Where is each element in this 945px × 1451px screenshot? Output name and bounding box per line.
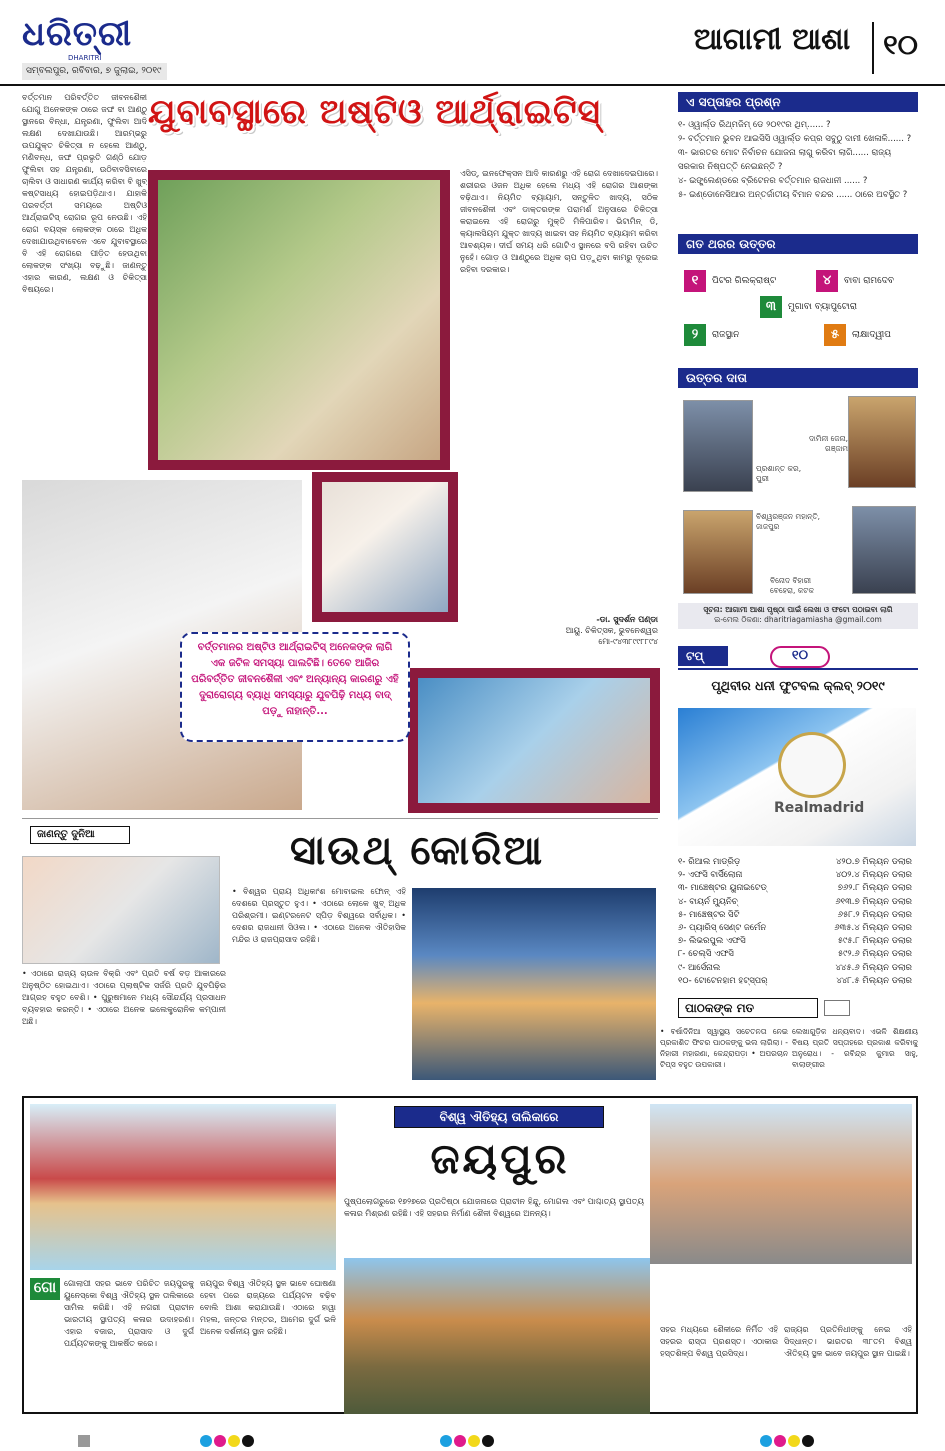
top10-badge: ୧୦ (770, 646, 830, 668)
club-value: ୬୫୮.୨ ମିଲ୍ୟନ ଡଲାର (837, 909, 912, 920)
club-name: ୨- ଏଫସି ବାର୍ସିଲୋନା (678, 870, 743, 881)
answer-text: ପିଟର ଗିଲକ୍ରାଷ୍ଟ (712, 276, 777, 286)
club-value: ୪୪୫.୬ ମିଲ୍ୟନ ଡଲାର (835, 962, 912, 973)
article-photo-man-frame (312, 472, 458, 622)
club-name: ୫- ମାଞ୍ଚେଷ୍ଟର ସିଟି (678, 909, 740, 920)
club-name: ୧୦- ଟୋଟେନହାମ ହଟ୍‌ସ୍ପର୍ (678, 975, 768, 986)
answer-givers-header: ଉତ୍ତର ଦାତା (678, 368, 918, 388)
korea-left-text: • ଏଠାରେ ରାଜ୍ୟ ଚାଉଳ ବିକ୍ରି ଏବଂ ପ୍ରତି ବର୍ଷ ବଡ଼ ଆକାରରେ ଅନୁଷ୍ଠିତ ହୋଇଥାଏ। ଏଠାରେ ପ୍ଲାଷ୍ଟିକ ସର୍ଜରି ପ୍ରତି ଯୁବପିଢ଼ିର ଆଗ୍ରହ ବହୁତ ବେଶି। • ପୁରୁଷମାନେ ମଧ୍ୟ ସୌନ୍ଦର୍ଯ୍ୟ ପ୍ରସାଧନ ବ୍ୟବହାର କରନ୍ତି। • ଏଠାରେ ଅନେକ ଇଲେକ୍ଟ୍ରୋନିକ କମ୍ପାନୀ ଅଛି। (22, 969, 226, 1026)
jaipur-col3: ସହର ମଧ୍ୟରେ ଶୈଳୀରେ ନିର୍ମିତ ଏହି ସହରର ରାସ୍ତା ପ୍ରଶସ୍ତ। ଏଠାକାର ହସ୍ତଶିଳ୍ପ ବିଶ୍ୱ ପ୍ରସିଦ୍ଧ। (660, 1325, 778, 1358)
jaipur-fort-photo (344, 1258, 650, 1414)
section-title: ଆଗାମୀ ଆଶା (693, 22, 851, 57)
jaipur-col1: ଗୋଲାପୀ ସହର ଭାବେ ପରିଚିତ ଜୟପୁରକୁ ୟୁନେସ୍କୋ ବିଶ୍ୱ ଐତିହ୍ୟ ସ୍ଥଳ ତାଲିକାରେ ସାମିଲ କରିଛି। ଏହି ନଗରୀ ପ୍ରାଚୀନ ଭାରତୀୟ ସ୍ଥାପତ୍ୟ କଳାର ଉଦାହରଣ। ଏହାର ବଜାର, ପ୍ରାସାଦ ଓ ଦୁର୍ଗ ପର୍ଯ୍ୟଟକଙ୍କୁ ଆକର୍ଷିତ କରେ। (64, 1279, 194, 1348)
answer-item (824, 324, 891, 346)
top10-row (678, 896, 918, 909)
top10-list (678, 856, 918, 990)
answer-giver-place: ପୁରୀ (756, 474, 769, 483)
club-value: ୪୦୨.୪ ମିଲ୍ୟନ ଡଲାର (835, 870, 912, 881)
page-number: ୧୦ (872, 22, 927, 74)
top10-row (678, 909, 918, 922)
answer-text: ରାଜସ୍ଥାନ (712, 330, 740, 340)
answer-text: ଲାକ୍ଷାଦ୍ୱୀପ (852, 330, 891, 340)
answer-giver-name: ଦାମିନୀ ଜେନା, (808, 434, 848, 443)
club-name: ୬- ପ୍ୟାରିସ୍ ସେଣ୍ଟ ଜର୍ମେନ (678, 923, 767, 934)
answer-giver-caption (756, 464, 826, 484)
answer-giver-place: ବେହେରା, କଟକ (770, 586, 815, 595)
answer-number: ୪ (816, 270, 838, 292)
jaipur-street-photo (650, 1104, 912, 1264)
top10-row (678, 922, 918, 935)
korea-tag: ଜାଣନ୍ତୁ ଦୁନିଆ (30, 826, 130, 844)
answer-giver-caption (756, 512, 836, 532)
reader-opinion-right: ଲେଖାଗୁଡ଼ିକ ଧନ୍ୟବାଦ। ଏଭଳି ଶିକ୍ଷଣୀୟ ବିଷୟ ପ୍ରତି ସପ୍ତାହରେ ପ୍ରକାଶ କରିବାକୁ ଅନୁରୋଧ। - ରବିନ୍ଦ୍ର କୁମାର ସାହୁ, ବାଲାଙ୍ଗୀର (792, 1027, 918, 1069)
answer-givers-note (678, 603, 918, 629)
korea-title: ସାଉଥ୍ କୋରିଆ (290, 828, 545, 874)
top10-label: ଟପ୍ (678, 646, 728, 666)
answer-giver-name: ପ୍ରଶାନ୍ତ କର, (756, 464, 802, 473)
dateline: ସମ୍ବଲପୁର, ରବିବାର, ୭ ଜୁଲାଇ, ୨୦୧୯ (22, 63, 167, 80)
print-registration-strip (0, 1430, 945, 1446)
jaipur-col4: ରାଜ୍ୟର ପ୍ରତିନିଧୀଙ୍କୁ ନେଇ ଏହି ସିଦ୍ଧାନ୍ତ। ଭାରତର ୩୮ତମ ବିଶ୍ୱ ଐତିହ୍ୟ ସ୍ଥଳ ଭାବେ ଜୟପୁର ସ୍ଥାନ ପାଇଛି। (784, 1325, 912, 1358)
answer-number: ୨ (684, 324, 706, 346)
answer-text: ବାବା ରାମଦେବ (844, 276, 894, 286)
top10-title: ପୃଥିବୀର ଧନୀ ଫୁଟବଲ କ୍ଲବ୍ ୨୦୧୯ (711, 678, 885, 693)
answer-giver-photo (848, 396, 916, 488)
quiz-question: ୨- ବର୍ତ୍ତମାନ ଭୁବନ ଆଇସିସି ଓ୍ୱାର୍ଲ୍ଡ କପ୍‌ର ସବୁଠୁ ଦାମୀ ଖେଳାଳି...... ? (678, 134, 912, 144)
quiz-question: ୫- ଇଣ୍ଡୋନେସିଆର ଅନ୍ତର୍ଜାତୀୟ ବିମାନ ବନ୍ଦର ...... ଠାରେ ଅବସ୍ଥିତ ? (678, 190, 908, 200)
article-author: -ଡା. ସୁଦର୍ଶନ ପଣ୍ଡା (596, 615, 658, 624)
article-photo-knee-frame (408, 668, 660, 813)
top10-row (678, 869, 918, 882)
club-value: ୬୩୫.୪ ମିଲ୍ୟନ ଡଲାର (834, 923, 912, 934)
article-photo-knee (418, 678, 650, 803)
club-value: ୪୨୦.୭ ମିଲ୍ୟନ ଡଲାର (835, 857, 912, 867)
realmadrid-crest-icon (778, 732, 846, 798)
quiz-header: ଏ ସପ୍ତାହର ପ୍ରଶ୍ନ (678, 92, 918, 112)
article-col2: ଏସିଡ୍, ଇନଫେକ୍ସନ ଆଦି କାରଣରୁ ଏହି ରୋଗ ଦେଖାଦେଇପାରେ। ଶରୀରର ଓଜନ ଅଧିକ ହେଲେ ମଧ୍ୟ ଏହି ରୋଗର ଆଶଙ୍କା ବଢ଼ିଥାଏ। ନିୟମିତ ବ୍ୟାୟାମ, ସନ୍ତୁଳିତ ଖାଦ୍ୟ, ସଠିକ ଜୀବନଶୈଳୀ ଏବଂ ଡାକ୍ତରଙ୍କ ପରାମର୍ଶ ଅନୁସାରେ ଚିକିତ୍ସା କରାଇଲେ ଏହି ରୋଗରୁ ମୁକ୍ତି ମିଳିପାରିବ। ଭିଟାମିନ୍ ଡି, କ୍ୟାଲସିୟମ ଯୁକ୍ତ ଖାଦ୍ୟ ଖାଇବା ସହ ନିୟମିତ ବ୍ୟାୟାମ କରିବା ଆବଶ୍ୟକ। ଦୀର୍ଘ ସମୟ ଧରି ଗୋଟିଏ ସ୍ଥାନରେ ବସି ରହିବା ଉଚିତ ନୁହେଁ। ଗୋଡ଼ ଓ ଆଣ୍ଠୁରେ ଅଧିକ ଚାପ ପଡ଼ୁଥିବା କାମରୁ ଦୂରେଇ ରହିବା ଦରକାର। (460, 169, 658, 274)
club-name: ୭- ଲିଭରପୁଲ ଏଫସି (678, 936, 746, 947)
korea-face-photo (22, 856, 220, 964)
answer-item (684, 270, 776, 292)
answer-item (816, 270, 894, 292)
answer-item (760, 296, 857, 318)
korea-mid-text: • ବିଶ୍ୱର ପ୍ରାୟ ଅଧିକାଂଶ ମୋବାଇଲ ଫୋନ୍ ଏହି ଦେଶରେ ପ୍ରସ୍ତୁତ ହୁଏ। • ଏଠାରେ ଲୋକେ ଖୁବ୍ ଅଧିକ ପରିଶ୍ରମୀ। ଇଣ୍ଟରନେଟ ସ୍ପିଡ଼ ବିଶ୍ୱରେ ସର୍ବାଧିକ। • ଦେଶର ରାଜଧାନୀ ସିଓଲ। • ଏଠାରେ ଅନେକ ଐତିହାସିକ ମନ୍ଦିର ଓ ରାଜପ୍ରାସାଦ ରହିଛି। (232, 887, 406, 944)
club-name: ୪- ବାୟର୍ନ ମ୍ୟୁନିଚ୍ (678, 896, 738, 907)
club-name: ୮- ଚେଲ୍‌ସି ଏଫସି (678, 949, 734, 960)
quiz-list (678, 118, 918, 228)
answer-giver-photo (852, 506, 916, 594)
korea-city-photo (412, 888, 656, 1080)
article-author-detail: ଆୟୁ. ଚିକିତ୍ସକ, ଭୁବନେଶ୍ୱର (565, 626, 658, 635)
club-name: ୯- ଆର୍ସେନାଲ (678, 962, 721, 973)
masthead-rule (0, 84, 945, 86)
top10-flag-photo (678, 708, 916, 846)
jaipur-intro: ପୁଷ୍ପଲୋଗରୁରେ ୧୭୨୭ରେ ପ୍ରତିଷ୍ଠା ଯୋଜନାରେ ପ୍ରାଚୀନ ହିନ୍ଦୁ, ମୋଗଲ ଏବଂ ପାଶ୍ଚାତ୍ୟ ସ୍ଥାପତ୍ୟ କଳାର ମିଶ୍ରଣ ରହିଛି। ଏହି ସହରର ନିର୍ମାଣ ଶୈଳୀ ବିଶ୍ୱରେ ଅନନ୍ୟ। (344, 1197, 644, 1218)
jaipur-col2: ଜୟପୁର ବିଶ୍ୱ ଐତିହ୍ୟ ସ୍ଥଳ ଭାବେ ଘୋଷଣା ହେବା ପରେ ରାଜ୍ୟରେ ପର୍ଯ୍ୟଟନ ବଢ଼ିବ ବୋଲି ଆଶା କରାଯାଉଛି। ଏଠାରେ ହାୱା ମହଲ, ଜନ୍ତର ମନ୍ତର, ଆମେର ଦୁର୍ଗ ଭଳି ଅନେକ ଦର୍ଶନୀୟ ସ୍ଥାନ ରହିଛି। (200, 1279, 336, 1336)
top10-row (678, 975, 918, 988)
envelope-icon (824, 1000, 850, 1016)
article-col1: ବର୍ତ୍ତମାନ ପରିବର୍ତ୍ତିତ ଜୀବନଶୈଳୀ ଯୋଗୁ ଅନେକଙ୍କ ଠାରେ ଜଙ୍ଘ ବା ଆଣ୍ଠୁ ସ୍ଥାନରେ ବିନ୍ଧା, ଯନ୍ତ୍ରଣା, ଫୁଲିବା ଆଦି ଲକ୍ଷଣ ଦେଖାଯାଉଛି। ଆରମ୍ଭରୁ ଉପଯୁକ୍ତ ଚିକିତ୍ସା ନ ହେଲେ ଆଣ୍ଠୁ, ମଣିବନ୍ଧ, ଜଙ୍ଘ ପ୍ରଭୃତି ଗଣ୍ଠି ଯୋଡ଼ ଫୁଲିବା ସହ ଯନ୍ତ୍ରଣା, ଉଠିବାବସିବାରେ ଚାଲିବା ଓ ସାଧାରଣ କାର୍ଯ୍ୟ କରିବା ବି ଖୁବ୍ କଷ୍ଟସାଧ୍ୟ ହୋଇପଡ଼ିଥାଏ। ଯାହାକି ପରବର୍ତ୍ତୀ ସମୟରେ ଅଷ୍ଟିଓ ଆର୍ଥ୍ରାଇଟିସ୍ ରୋଗର ରୂପ ନେଉଛି। ଏହି ରୋଗ ବୟସ୍କ ଲୋକଙ୍କ ଠାରେ ଅଧିକ ଦେଖାଯାଉଥିବାବେଳେ ଏବେ ଯୁବାବସ୍ଥାରେ ବି ଏହି ରୋଗରେ ପୀଡ଼ିତ ହେଉଥିବା ଲୋକଙ୍କ ସଂଖ୍ୟା ବଢ଼ୁଛି। ଜାଣନ୍ତୁ ଏହାର କାରଣ, ଲକ୍ଷଣ ଓ ଚିକିତ୍ସା ବିଷୟରେ। (22, 93, 147, 294)
quiz-question: ୧- ଓ୍ୱାର୍ଲ୍ଡ ରିଥ୍ମଜିମ୍ ଡେ ୨୦୧୯ର ଥିମ୍...... ? (678, 120, 831, 130)
answer-giver-photo (683, 510, 753, 594)
article-headline: ଯୁବାବସ୍ଥାରେ ଅଷ୍ଟିଓ ଆର୍ଥ୍ରାଇଟିସ୍ (148, 92, 601, 132)
flag-text: Realmadrid (774, 800, 865, 816)
top10-row (678, 962, 918, 975)
answer-giver-caption (770, 576, 850, 596)
article-main-photo-frame (148, 170, 450, 470)
answer-number: ୧ (684, 270, 706, 292)
article-author-phone: ମୋ-୯୪୩୮୯୯୮୮୯୪ (598, 637, 658, 646)
article-pull-quote: ବର୍ତ୍ତମାନର ଅଷ୍ଟିଓ ଆର୍ଥ୍ରାଇଟିସ୍ ଅନେକଙ୍କ ଲାଗି ଏକ ଜଟିଳ ସମସ୍ୟା ପାଲଟିଛି। ତେବେ ଆଜିର ପରିବର୍ତ୍ତିତ ଜୀବନଶୈଳୀ ଏବଂ ଅନ୍ୟାନ୍ୟ କାରଣରୁ ଏହି ଦୁରାରୋଗ୍ୟ ବ୍ୟାଧି ସମସ୍ୟାରୁ ଯୁବପିଢ଼ି ମଧ୍ୟ ବାଦ୍ ପଡ଼ୁ ନାହାନ୍ତି... (180, 632, 410, 742)
answers-grid (684, 264, 918, 354)
answer-item (684, 324, 739, 346)
masthead-logo: ଧରିତ୍ରୀ (22, 14, 133, 54)
answer-number: ୫ (824, 324, 846, 346)
answer-giver-photo (683, 400, 753, 492)
club-name: ୩- ମାଞ୍ଚେଷ୍ଟର ୟୁନାଇଟେଡ୍ (678, 883, 767, 894)
quiz-question: ୩- ଭାରତର ମୋଟ ନିର୍ବାଚନ ଯୋଜନା ଲାଗୁ କରିବା ଲାଗି...... ରାଜ୍ୟ ସରକାର ନିଷ୍ପତ୍ତି ନେଇଛନ୍ତି ? (678, 148, 892, 172)
answer-giver-place: ଗଞ୍ଜାମ (825, 444, 848, 453)
registration-marks (760, 1432, 816, 1451)
reader-opinion-left: • ବର୍ଷାଦିନିଆ ସ୍ୱାସ୍ଥ୍ୟ ସଚେତନତା ନେଇ ପ୍ରକାଶିତ ଫିଚର ପାଠକଙ୍କୁ ଭଲ ଲାଗିଲା। - ନିହାରୀ ମହାରଣା, କେନ୍ଦ୍ରାପଡ଼ା • ଅପରଚାନ ଟିପ୍ସ ବହୁତ ଉପକାରୀ। (660, 1027, 788, 1069)
answer-text: ମୁଗାବା ବ୍ୟାପୁଟୋରା (788, 302, 858, 312)
jaipur-illustration (30, 1104, 336, 1270)
answer-giver-caption (782, 434, 848, 454)
club-value: ୭୬୨.୮ ମିଲ୍ୟନ ଡଲାର (837, 883, 912, 894)
article-author-block (470, 614, 658, 662)
registration-marks (200, 1432, 256, 1451)
club-value: ୪୪୮.୫ ମିଲ୍ୟନ ଡଲାର (836, 975, 912, 986)
registration-marks (440, 1432, 496, 1451)
club-value: ୫୯୨.୬ ମିଲ୍ୟନ ଡଲାର (837, 949, 912, 960)
article-photo-man (322, 482, 448, 612)
reader-opinion-header (660, 996, 918, 1022)
top10-row (678, 856, 918, 869)
masthead-logo-latin: DHARITRI (68, 54, 102, 62)
top10-row (678, 948, 918, 961)
reader-opinion-title: ପାଠକଙ୍କ ମତ (678, 998, 818, 1018)
jaipur-title: ଜୟପୁର (430, 1134, 570, 1183)
article-main-photo (158, 180, 440, 460)
jaipur-dropcap: ଗୋ (30, 1278, 60, 1300)
club-name: ୧- ରିଆଲ ମାଡ୍ରିଡ଼ (678, 857, 741, 867)
answer-giver-place: ଜାଜପୁର (756, 522, 780, 531)
quiz-question: ୪- ଇଙ୍ଗ୍ଲେଣ୍ଡରେ ବ୍ରିଟେନର ବର୍ତ୍ତମାନ ରାଜଧାନୀ ...... ? (678, 176, 868, 186)
answer-number: ୩ (760, 296, 782, 318)
answer-giver-name: ବିନୋଦ ବିହାରୀ (770, 576, 811, 585)
answer-giver-name: ବିଶ୍ୱରଞ୍ଜନ ମହାନ୍ତି, (756, 512, 821, 521)
answer-givers-note-text: ସୂଚନା: ଆଗାମୀ ଆଶା ପୃଷ୍ଠା ପାଇଁ ଲେଖା ଓ ଫଟୋ ପଠାଇବା ଲାଗି (703, 605, 893, 614)
answers-header: ଗତ ଥରର ଉତ୍ତର (678, 234, 918, 254)
club-value: ୬୧୩.୭ ମିଲ୍ୟନ ଡଲାର (835, 896, 912, 907)
registration-marks (78, 1432, 92, 1451)
top10-row (678, 935, 918, 948)
top10-row (678, 882, 918, 895)
club-value: ୫୯୫.୮ ମିଲ୍ୟନ ଡଲାର (837, 936, 912, 947)
top10-header (678, 644, 918, 670)
jaipur-kicker: ବିଶ୍ୱ ଐତିହ୍ୟ ତାଲିକାରେ (394, 1106, 604, 1128)
answer-givers-email[interactable]: ଇ-ମେଲ ଠିକଣା: dharitriagamiasha @gmail.com (714, 615, 882, 624)
korea-divider (22, 818, 658, 819)
